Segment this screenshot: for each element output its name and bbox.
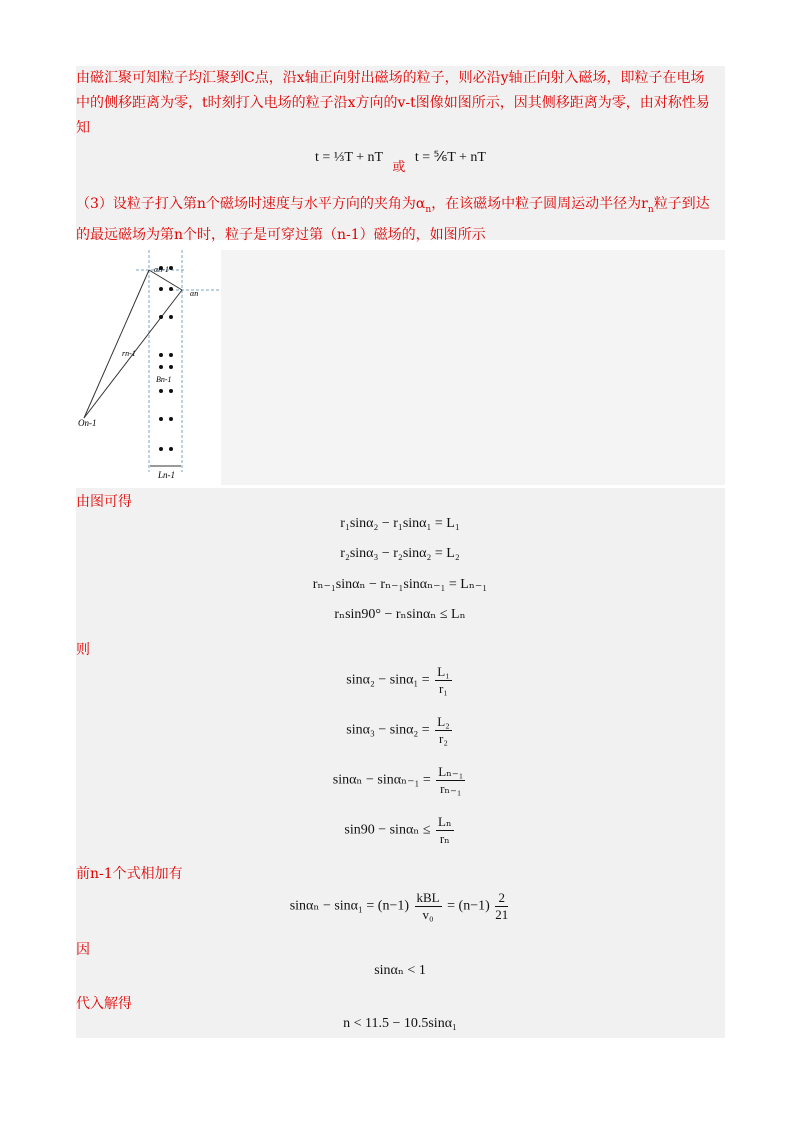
label-alpha-right: αn [190, 289, 199, 298]
text-from-figure: 由图可得 [76, 494, 132, 510]
label-radius: rn-1 [122, 349, 136, 358]
eq-final: n < 11.5 − 10.5sinα₁ [343, 1016, 457, 1031]
eq-b-2 [0, 714, 800, 747]
text-then: 则 [76, 642, 90, 658]
eq-a-2: r₂sinα₃ − r₂sinα₂ = L₂ [340, 546, 460, 561]
eq-a-3: rₙ₋₁sinαₙ − rₙ₋₁sinαₙ₋₁ = Lₙ₋₁ [312, 577, 488, 592]
field-dots [159, 266, 173, 451]
eq-b-3 [0, 764, 800, 797]
eq-b-3-num: Lₙ₋₁ [438, 764, 464, 779]
solution-block-bottom [76, 488, 725, 1038]
eq-a-4: rₙsin90° − rₙsinαₙ ≤ Lₙ [334, 607, 466, 622]
magnetic-field-figure [76, 250, 221, 485]
label-width: Ln-1 [158, 470, 176, 480]
part3-line-2: 的最远磁场为第n个时，粒子是可穿过第（n-1）磁场的，如图所示 [76, 226, 486, 243]
part3-line-1c: 粒子到达 [653, 196, 710, 212]
time-eq-or: 或 [392, 159, 406, 174]
eq-b-2-num: L₂ [437, 714, 450, 729]
text-sum: 前n-1个式相加有 [76, 866, 183, 882]
eq-b-3-den: rₙ₋₁ [440, 781, 462, 796]
time-eq-right: t = ⅚T + nT [414, 150, 486, 165]
eq-sum [0, 890, 800, 923]
eq-b-1-den: r₁ [439, 681, 448, 696]
part3-line-1b: ，在该磁场中粒子圆周运动半径为r [431, 196, 648, 212]
figure-block [76, 250, 725, 485]
eq-b-4 [0, 814, 800, 847]
label-center: On-1 [78, 418, 97, 428]
eq-b-4-num: Lₙ [438, 814, 452, 829]
text-because: 因 [76, 942, 90, 958]
eq-b-1-lhs: sinα₂ − sinα₁ = [346, 672, 430, 688]
part3-line-1a: （3）设粒子打入第n个磁场时速度与水平方向的夹角为α [76, 196, 426, 212]
eq-b-1 [0, 664, 800, 697]
part3-line-1: （3）设粒子打入第n个磁场时速度与水平方向的夹角为$\alpha_n$，在该磁场中粒子圆周运动半径为$r_n$粒子到达 [76, 196, 710, 215]
eq-because: sinαₙ < 1 [374, 963, 426, 978]
eq-b-4-den: rₙ [439, 831, 450, 846]
eq-b-4-lhs: sin90 − sinαₙ ≤ [344, 822, 431, 838]
eq-sum-den1: v₀ [422, 907, 434, 922]
label-field: Bn-1 [156, 375, 172, 384]
eq-sum-den2: 21 [495, 907, 509, 922]
intro-line-1: 由磁汇聚可知粒子均汇聚到C点，沿x轴正向射出磁场的粒子，则必沿y轴正向射入磁场，即粒子在电场 [76, 70, 705, 86]
text-substitute: 代入解得 [76, 996, 132, 1012]
part3-paragraph [76, 192, 725, 248]
eq-b-3-lhs: sinαₙ − sinαₙ₋₁ = [332, 772, 431, 788]
intro-line-2: 中的侧移距离为零，t时刻打入电场的粒子沿x方向的v-t图像如图所示，因其侧移距离为零，由对称性易 [76, 95, 710, 111]
solution-block-top [76, 66, 725, 243]
eq-b-2-den: r₂ [439, 731, 448, 746]
intro-paragraph [76, 66, 725, 141]
eq-b-1-num: L₁ [437, 664, 450, 679]
eq-sum-num2: 2 [495, 890, 508, 907]
intro-line-3: 知 [76, 120, 90, 136]
eq-b-2-lhs: sinα₃ − sinα₂ = [346, 722, 430, 738]
time-equation [76, 146, 725, 174]
time-eq-left: t = ⅓T + nT [315, 150, 383, 165]
eq-sum-num1: kBL [416, 890, 440, 905]
eq-a-1: r₁sinα₂ − r₁sinα₁ = L₁ [340, 516, 460, 531]
eq-sum-lhs: sinαₙ − sinα₁ = (n−1) [289, 898, 410, 914]
eq-sum-mid: = (n−1) [447, 898, 490, 914]
label-alpha-top: αn-1 [154, 265, 169, 274]
